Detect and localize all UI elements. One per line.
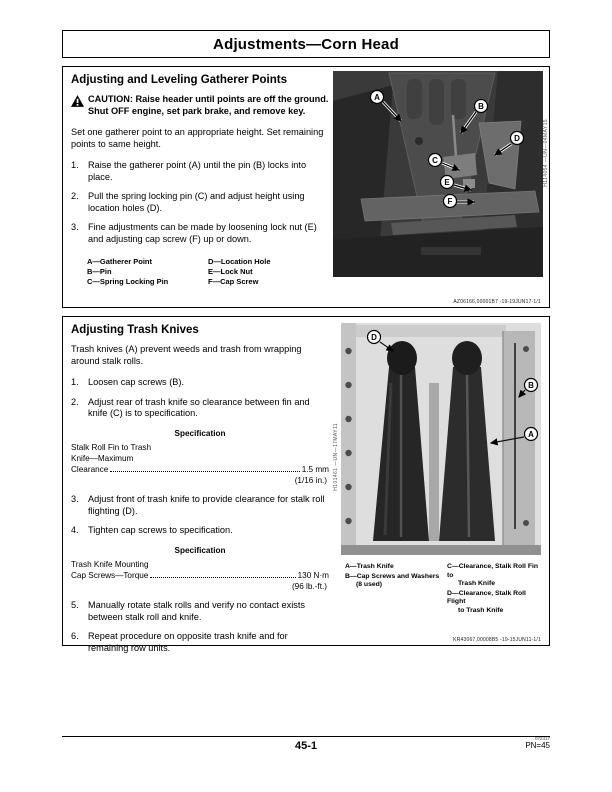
spec-alt-value: (96 lb.-ft.) xyxy=(291,582,327,591)
step-text: Raise the gatherer point (A) until the pin (B) locks into place. xyxy=(88,160,307,182)
stalk-rolls-photo xyxy=(341,323,541,555)
step-text: Tighten cap screws to specification. xyxy=(88,525,233,535)
legend-item: B—Pin xyxy=(87,267,112,276)
step-item xyxy=(71,160,329,183)
intro-paragraph: Set one gatherer point to an appropriate height. Set remaining points to same height. xyxy=(71,127,324,149)
step-item xyxy=(71,222,329,245)
step-number: 5. xyxy=(71,600,79,610)
footer-print-info xyxy=(525,736,550,750)
legend-continuation: to Trash Knife xyxy=(458,606,504,614)
legend-label: B—Cap Screws and Washers xyxy=(345,572,440,580)
step-text: Fine adjustments can be made by loosening lock nut (E) and adjusting cap screw (F) up or down. xyxy=(88,222,317,244)
section2-text-column xyxy=(71,344,329,654)
gatherer-point-photo xyxy=(333,71,543,277)
section1-title: Adjusting and Leveling Gatherer Points xyxy=(71,74,287,86)
section-gatherer-points xyxy=(62,66,550,308)
figure-trash-knives xyxy=(333,323,541,555)
figure-legend xyxy=(345,563,543,617)
step-text: Adjust front of trash knife to provide clearance for stalk roll flighting (D). xyxy=(88,494,325,516)
svg-text:E: E xyxy=(444,178,450,187)
step-number: 2. xyxy=(71,396,79,407)
step-item xyxy=(71,631,329,654)
step-text: Manually rotate stalk rolls and verify no contact exists between stalk roll and knife. xyxy=(88,600,306,622)
svg-text:D: D xyxy=(514,134,520,143)
step-number: 1. xyxy=(71,160,79,170)
step-text: Repeat procedure on opposite trash knife and for remaining row units. xyxy=(88,631,288,653)
print-code: 072417 xyxy=(534,736,550,741)
legend-item: F—Cap Screw xyxy=(208,277,259,286)
step-text: Pull the spring locking pin (C) and adjust height using location holes (D). xyxy=(88,191,305,213)
legend-item: E—Lock Nut xyxy=(208,267,253,276)
page-number: 45-1 xyxy=(294,740,318,752)
spec-label: Clearance xyxy=(71,465,109,474)
figure-legend xyxy=(71,257,329,287)
legend-item: A—Gatherer Point xyxy=(87,257,153,266)
legend-continuation: Trash Knife xyxy=(458,580,496,588)
legend-label: C—Clearance, Stalk Roll Fin to xyxy=(447,563,539,579)
svg-text:D: D xyxy=(371,333,377,342)
legend-column xyxy=(447,563,543,617)
page-title: Adjustments—Corn Head xyxy=(213,35,399,53)
step-number: 3. xyxy=(71,222,79,232)
step-number: 3. xyxy=(71,494,79,504)
section2-title: Adjusting Trash Knives xyxy=(71,324,199,336)
warning-triangle-icon xyxy=(71,94,88,117)
page-header-box xyxy=(62,30,550,58)
step-item xyxy=(71,525,329,537)
svg-text:B: B xyxy=(478,102,484,111)
step-item xyxy=(71,377,329,389)
spec-leader-row xyxy=(71,570,329,581)
figure-caption: KR43067,00008B5 -19-15JUN11-1/1 xyxy=(453,637,541,643)
spec-value: 1.5 mm xyxy=(301,465,329,474)
step-number: 1. xyxy=(71,377,79,387)
leader-dots xyxy=(110,471,299,472)
spec-leader-row xyxy=(71,464,329,475)
leader-dots xyxy=(150,577,295,578)
spec-heading: Specification xyxy=(174,428,226,438)
step-text: Adjust rear of trash knife so clearance between fin and knife (C) is to specification. xyxy=(88,396,310,418)
legend-item: D—Location Hole xyxy=(208,257,271,266)
spec-heading: Specification xyxy=(174,545,226,555)
legend-column xyxy=(208,257,329,287)
section1-text-column xyxy=(71,94,329,287)
svg-text:A: A xyxy=(528,430,534,439)
step-text: Loosen cap screws (B). xyxy=(88,377,184,387)
legend-continuation: (8 used) xyxy=(356,581,383,589)
spec-line: Stalk Roll Fin to Trash xyxy=(71,443,152,452)
step-item xyxy=(71,600,329,623)
svg-text:C: C xyxy=(432,156,438,165)
legend-label: D—Clearance, Stalk Roll Flight xyxy=(447,589,526,606)
figure-gatherer-point xyxy=(333,71,549,277)
figure-id-vertical: H114054 —UN—04MAY15 xyxy=(543,119,549,187)
legend-label: A—Trash Knife xyxy=(345,563,394,570)
legend-item xyxy=(447,590,543,616)
legend-item xyxy=(345,573,441,590)
step-number: 2. xyxy=(71,191,79,201)
figure-id-vertical: H101461 —UN—17MAY11 xyxy=(333,423,339,491)
spec-table xyxy=(71,559,329,592)
legend-item xyxy=(447,563,543,589)
spec-table xyxy=(71,442,329,486)
legend-item: C—Spring Locking Pin xyxy=(87,277,169,286)
spec-alt-value: (1/16 in.) xyxy=(294,476,327,485)
step-number: 6. xyxy=(71,631,79,641)
caution-text: CAUTION: Raise header until points are off the ground. Shut OFF engine, set park brake, and remove key. xyxy=(88,94,329,116)
caution-note xyxy=(71,94,329,117)
footer-divider xyxy=(62,736,550,737)
step-item xyxy=(71,397,329,420)
intro-paragraph: Trash knives (A) prevent weeds and trash from wrapping around stalk rolls. xyxy=(71,344,302,366)
spec-label: Cap Screws—Torque xyxy=(71,571,149,580)
figure-caption: AZ06166,00001B7 -19-19JUN17-1/1 xyxy=(453,299,541,305)
svg-text:F: F xyxy=(447,197,453,206)
svg-text:A: A xyxy=(374,93,380,102)
spec-line: Knife—Maximum xyxy=(71,454,134,463)
legend-item xyxy=(345,563,441,572)
step-number: 4. xyxy=(71,525,79,535)
legend-column xyxy=(345,563,441,617)
spec-value: 130 N·m xyxy=(297,571,329,580)
step-item xyxy=(71,494,329,517)
svg-text:B: B xyxy=(528,381,534,390)
step-item xyxy=(71,191,329,214)
spec-line: Trash Knife Mounting xyxy=(71,560,149,569)
legend-column xyxy=(87,257,208,287)
section-trash-knives xyxy=(62,316,550,653)
pn-label: PN=45 xyxy=(525,741,550,750)
